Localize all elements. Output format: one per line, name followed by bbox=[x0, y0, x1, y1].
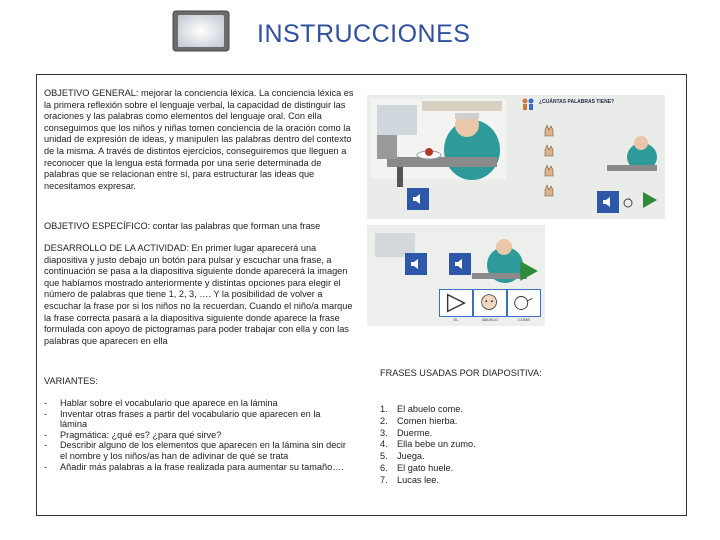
list-item: - Pragmática: ¿qué es? ¿para qué sirve? bbox=[44, 430, 349, 441]
speaker-button[interactable] bbox=[405, 253, 423, 271]
frases-title: FRASES USADAS POR DIAPOSITIVA: bbox=[380, 368, 542, 378]
monitor-icon bbox=[172, 10, 230, 52]
pictogram-abuelo[interactable] bbox=[473, 289, 507, 317]
speaker-button[interactable] bbox=[597, 191, 615, 209]
speaker-button[interactable] bbox=[407, 188, 429, 210]
list-item: - Describir alguno de los elementos que aparecen en la lámina sin decir el nombre y los niños/as han de adivinar de qué se trata bbox=[44, 440, 349, 461]
hand-count-icon bbox=[542, 183, 558, 197]
hand-count-icon bbox=[542, 143, 558, 157]
pictogram-label: EL bbox=[453, 317, 459, 322]
hand-count-icon bbox=[542, 163, 558, 177]
list-item: 5. Juega. bbox=[380, 451, 425, 462]
frases-list bbox=[380, 404, 476, 487]
family-icon bbox=[520, 97, 536, 111]
next-arrow-button[interactable] bbox=[517, 260, 539, 282]
page-title: INSTRUCCIONES bbox=[257, 20, 471, 48]
list-item: - Inventar otras frases a partir del vocabulario que aparecen en la lámina bbox=[44, 409, 349, 430]
pictogram-label: ABUELO bbox=[481, 317, 499, 322]
list-item: 4. Ella bebe un zumo. bbox=[380, 439, 476, 450]
list-item: - Hablar sobre el vocabulario que aparece en la lámina bbox=[44, 398, 349, 409]
variantes-title: VARIANTES: bbox=[44, 376, 98, 386]
refresh-icon[interactable] bbox=[623, 195, 633, 205]
objetivo-especifico-text: OBJETIVO ESPECÍFICO: contar las palabras que forman una frase bbox=[44, 221, 321, 231]
list-item: 1. El abuelo come. bbox=[380, 404, 463, 414]
pictogram-come[interactable] bbox=[507, 289, 541, 317]
pictogram-el[interactable] bbox=[439, 289, 473, 317]
list-item: 3. Duerme. bbox=[380, 427, 433, 438]
slide-question: ¿CUÁNTAS PALABRAS TIENE? bbox=[539, 99, 615, 105]
objetivo-general-text: OBJETIVO GENERAL: mejorar la conciencia léxica. La conciencia léxica es la primera reflexión sobre el lenguaje verbal, la capacidad de distinguir las oraciones y las palabras como elementos del lenguaje oral. Con ella conseguimos que los niños y niñas tomen conciencia de la oración como la unidad de expresión de ideas, y manipulen las palabras dentro del contexto de la misma. A través de distintos ejercicios, conseguiremos que lleguen a reconocer que la lengua está formada por una serie determinada de palabras que se relacionan entre sí, para estructurar las ideas que necesitamos expresar. bbox=[44, 88, 354, 191]
slide-thumbnail-1 bbox=[367, 95, 665, 219]
list-item: 7. Lucas lee. bbox=[380, 474, 439, 485]
next-arrow-button[interactable] bbox=[639, 190, 659, 210]
pictogram-label: COME bbox=[518, 317, 530, 322]
speaker-button[interactable] bbox=[449, 253, 467, 271]
variantes-list bbox=[44, 398, 349, 472]
list-item: 2. Comen hierba. bbox=[380, 415, 458, 426]
list-item: - Añadir más palabras a la frase realizada para aumentar su tamaño…. bbox=[44, 462, 349, 473]
hand-count-icon bbox=[542, 123, 558, 137]
slide-thumbnail-2 bbox=[367, 225, 545, 326]
list-item: 6. El gato huele. bbox=[380, 462, 454, 473]
desarrollo-text: DESARROLLO DE LA ACTIVIDAD: En primer lugar aparecerá una diapositiva y justo debajo un botón para pulsar y escuchar una frase, a continuación se pasa a la diapositiva siguiente donde aparecerá la imagen que habíamos mostrado anteriormente y distintas opciones para elegir el número de palabras que tiene 1, 2, 3, …. Y la posibilidad de volver a escuchar la frase por si los niños no la recuerdan. Cuando el niño/a marque la frase correcta pasará a la diapositiva siguiente donde aparece la frase formulada con apoyo de pictogramas para poder trabajar con ella y con las palabras que aparecen en ella bbox=[44, 243, 353, 346]
